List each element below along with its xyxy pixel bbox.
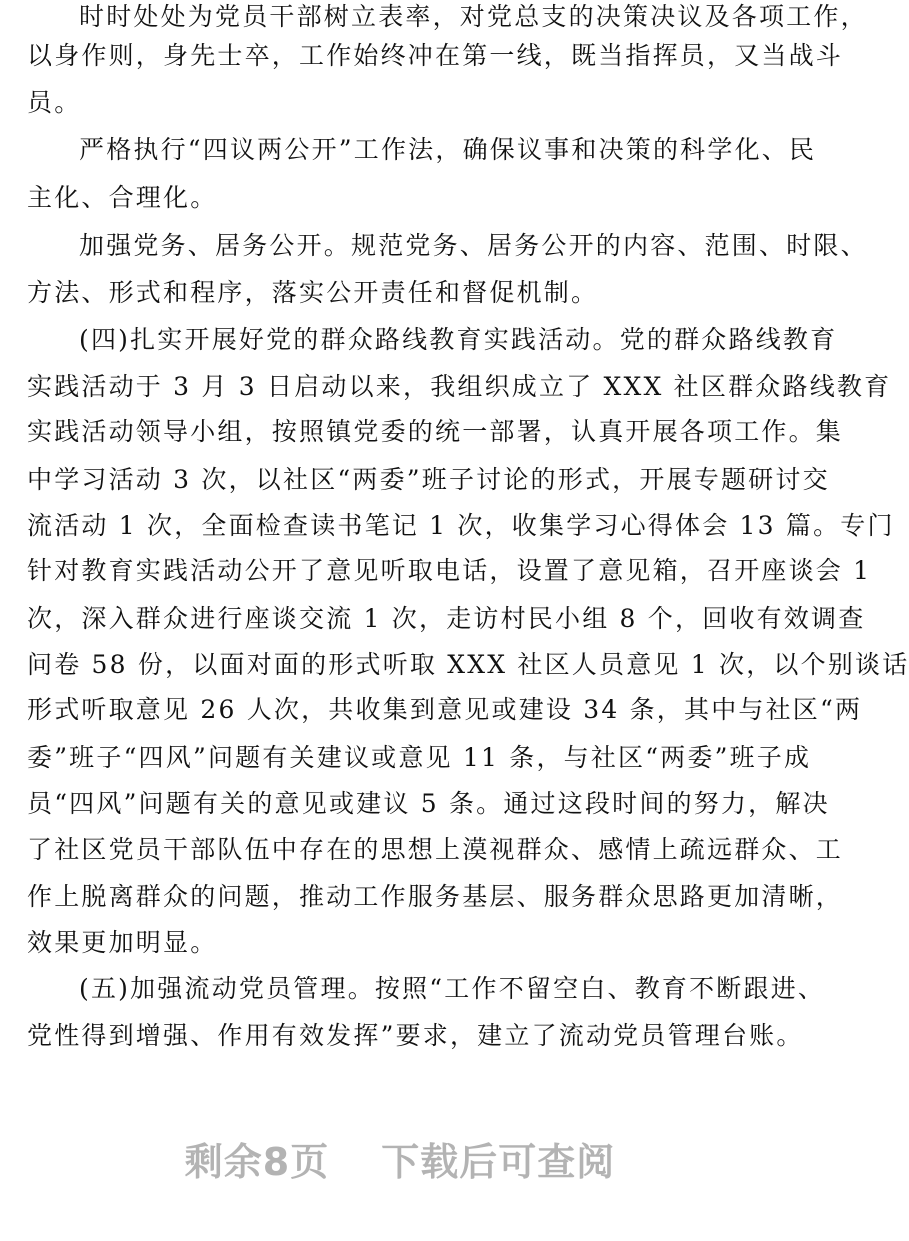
download-notice[interactable] <box>0 1137 800 1187</box>
text-line: 员“四风”问题有关的意见或建议 5 条。通过这段时间的努力，解决 <box>27 789 830 818</box>
text-line: 针对教育实践活动公开了意见听取电话，设置了意见箱，召开座谈会 1 <box>27 556 872 585</box>
text-line: 时时处处为党员干部树立表率，对党总支的决策决议及各项工作， <box>79 2 868 31</box>
text-line: 加强党务、居务公开。规范党务、居务公开的内容、范围、时限、 <box>79 231 868 260</box>
text-line: (四)扎实开展好党的群众路线教育实践活动。党的群众路线教育 <box>79 325 838 354</box>
text-line: 委”班子“四风”问题有关建议或意见 11 条，与社区“两委”班子成 <box>27 743 812 772</box>
text-line: 主化、合理化。 <box>27 183 218 212</box>
remaining-pages-text: 剩余8页 <box>184 1140 330 1184</box>
text-line: 流活动 1 次，全面检查读书笔记 1 次，收集学习心得体会 13 篇。专门 <box>27 511 895 540</box>
text-line: 员。 <box>27 88 82 117</box>
text-line: 次，深入群众进行座谈交流 1 次，走访村民小组 8 个，回收有效调查 <box>27 604 866 633</box>
text-line: 实践活动领导小组，按照镇党委的统一部署，认真开展各项工作。集 <box>27 417 844 446</box>
text-line: 中学习活动 3 次，以社区“两委”班子讨论的形式，开展专题研讨交 <box>27 465 830 494</box>
text-line: (五)加强流动党员管理。按照“工作不留空白、教育不断跟进、 <box>79 974 826 1003</box>
text-line: 方法、形式和程序，落实公开责任和督促机制。 <box>27 278 599 307</box>
text-line: 效果更加明显。 <box>27 928 218 957</box>
text-line: 形式听取意见 26 人次，共收集到意见或建设 34 条，其中与社区“两 <box>27 695 863 724</box>
text-line: 党性得到增强、作用有效发挥”要求，建立了流动党员管理台账。 <box>27 1021 804 1050</box>
text-line: 了社区党员干部队伍中存在的思想上漠视群众、感情上疏远群众、工 <box>27 835 844 864</box>
text-line: 实践活动于 3 月 3 日启动以来，我组织成立了 XXX 社区群众路线教育 <box>27 372 892 401</box>
text-line: 严格执行“四议两公开”工作法，确保议事和决策的科学化、民 <box>79 135 817 164</box>
text-line: 问卷 58 份，以面对面的形式听取 XXX 社区人员意见 1 次，以个别谈话 <box>27 650 909 679</box>
text-line: 以身作则，身先士卒，工作始终冲在第一线，既当指挥员，又当战斗 <box>27 41 844 70</box>
text-line: 作上脱离群众的问题，推动工作服务基层、服务群众思路更加清晰， <box>27 882 844 911</box>
download-to-view-text: 下载后可查阅 <box>381 1140 616 1184</box>
